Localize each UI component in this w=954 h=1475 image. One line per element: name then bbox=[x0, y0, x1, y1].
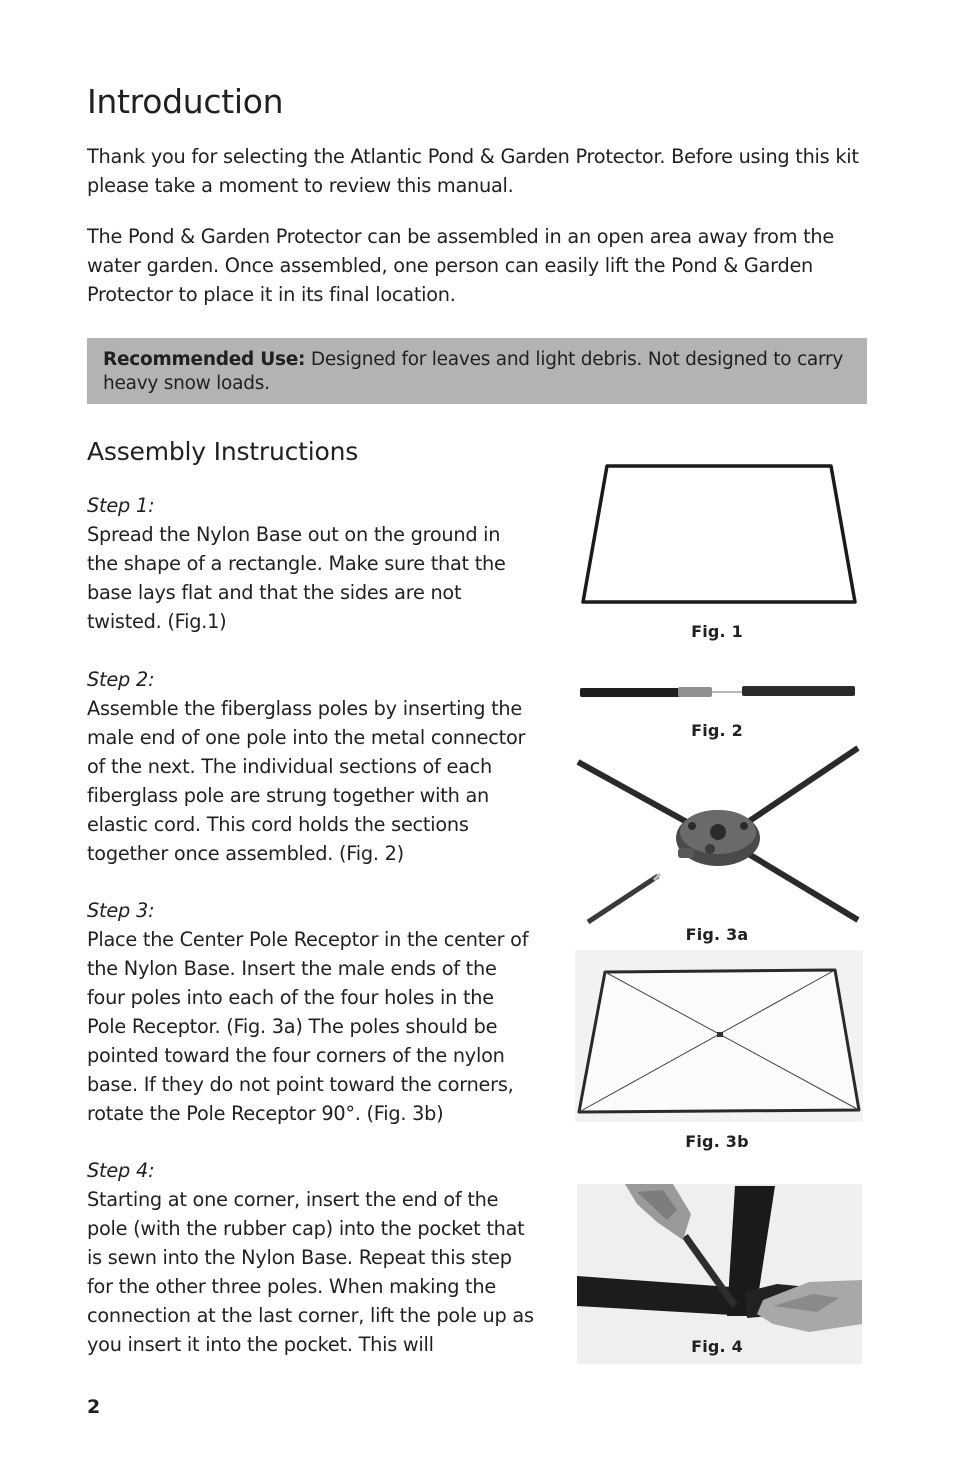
figure-3a-caption: Fig. 3a bbox=[685, 925, 749, 944]
recommended-use-callout bbox=[87, 338, 867, 404]
figure-4-caption: Fig. 4 bbox=[691, 1337, 743, 1356]
step-title: Step 2: bbox=[87, 668, 155, 691]
step-title: Step 3: bbox=[87, 899, 155, 922]
callout-text: Designed for leaves and light debris. Not designed to carry heavy snow loads. bbox=[103, 349, 844, 394]
figure-3b-poles-to-corners bbox=[575, 950, 863, 1122]
step-text: Assemble the fiberglass poles by inserting the male end of one pole into the metal connector of the next. The individual sections of each fiberglass pole are strung together with an elastic cord. This cord holds the sections together once assembled. (Fig. 2) bbox=[87, 697, 526, 865]
intro-paragraph: Thank you for selecting the Atlantic Pond & Garden Protector. Before using this kit please take a moment to review this manual. bbox=[87, 145, 859, 197]
step-1 bbox=[87, 491, 537, 636]
figure-3b-caption: Fig. 3b bbox=[685, 1132, 749, 1151]
figure-3a-pole-receptor bbox=[574, 744, 862, 926]
step-text: Place the Center Pole Receptor in the center of the Nylon Base. Insert the male ends of the four poles into each of the four holes in the Pole Receptor. (Fig. 3a) The poles should be pointed toward the four corners of the nylon base. If they do not point toward the corners, rotate the Pole Receptor 90°. (Fig. 3b) bbox=[87, 928, 529, 1125]
step-text: Spread the Nylon Base out on the ground in the shape of a rectangle. Make sure that the base lays flat and that the sides are not twisted. (Fig.1) bbox=[87, 523, 506, 633]
step-text: Starting at one corner, insert the end of the pole (with the rubber cap) into the pocket that is sewn into the Nylon Base. Repeat this step for the other three poles. When making the connection at the last corner, lift the pole up as you insert it into the pocket. This will bbox=[87, 1188, 534, 1356]
step-title: Step 4: bbox=[87, 1159, 155, 1182]
step-2 bbox=[87, 665, 537, 868]
page-title: Introduction bbox=[87, 82, 284, 121]
section-title: Assembly Instructions bbox=[87, 437, 359, 466]
figure-2-caption: Fig. 2 bbox=[691, 721, 743, 740]
step-3 bbox=[87, 896, 537, 1128]
step-title: Step 1: bbox=[87, 494, 155, 517]
figure-1-nylon-base bbox=[577, 460, 862, 610]
step-4 bbox=[87, 1156, 537, 1359]
intro-paragraph: The Pond & Garden Protector can be assembled in an open area away from the water garden. Once assembled, one person can easily lift the Pond & Garden Protector to place it in its final location. bbox=[87, 225, 834, 306]
figure-1-caption: Fig. 1 bbox=[691, 622, 743, 641]
page-number: 2 bbox=[87, 1396, 101, 1418]
figure-2-pole-connection bbox=[578, 682, 858, 702]
callout-label: Recommended Use: bbox=[103, 349, 306, 370]
